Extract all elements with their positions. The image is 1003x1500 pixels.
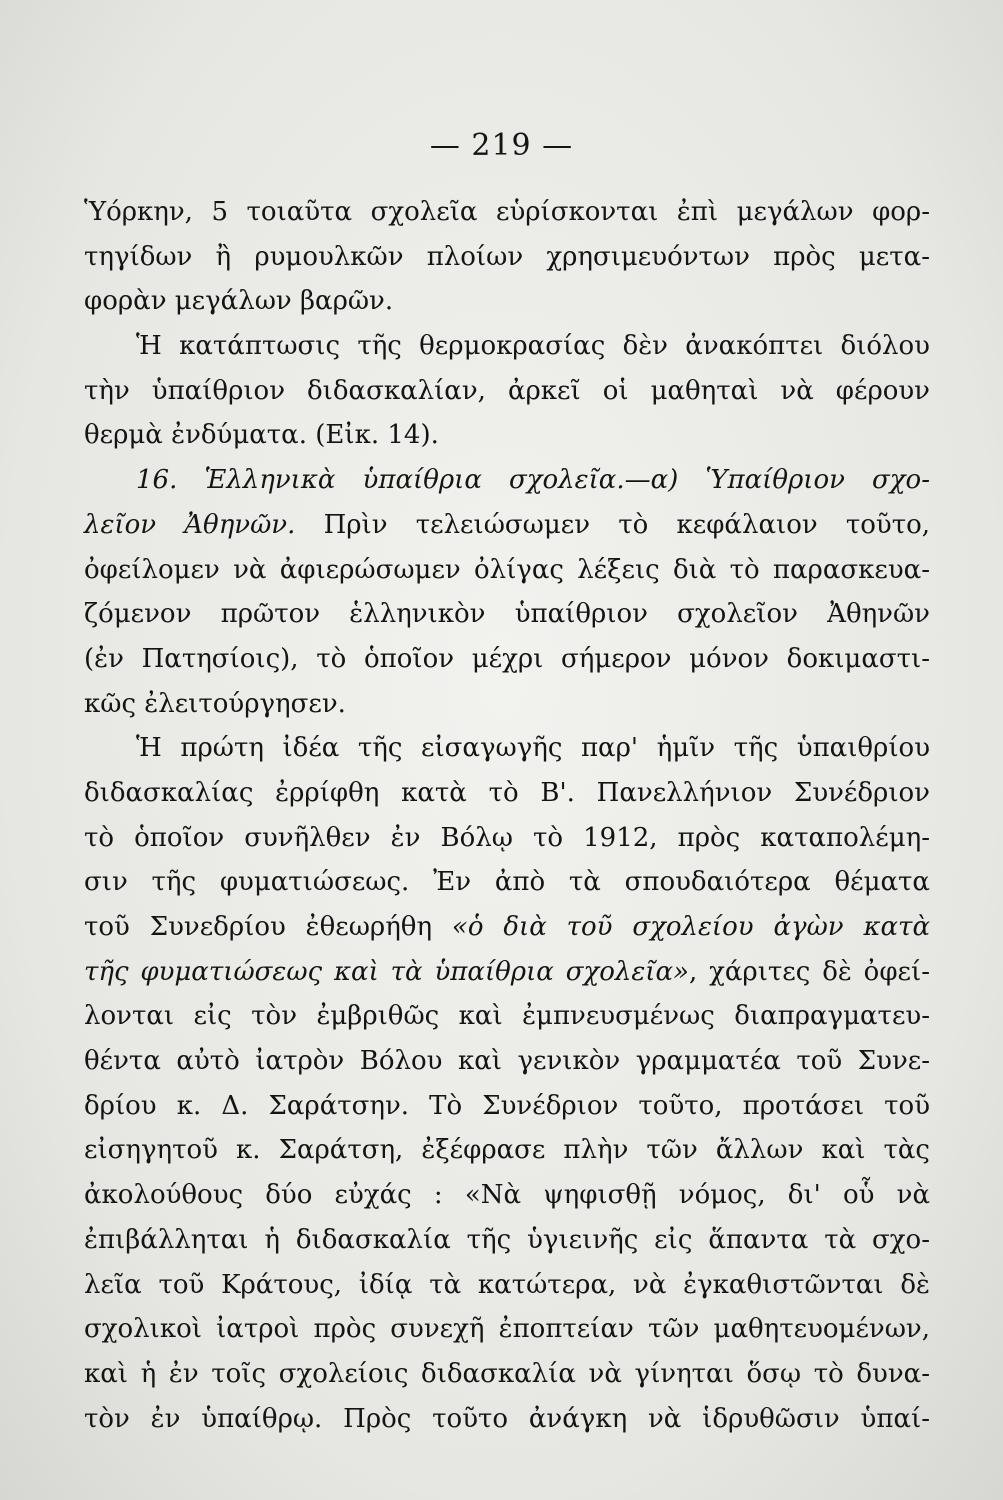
text-line (84, 1397, 930, 1442)
text-line (84, 279, 930, 324)
text-run: τηγίδων ἢ ρυμουλκῶν πλοίων χρησιμευόντων πρὸς μετα- (84, 241, 930, 272)
text-run: ὀφείλομεν νὰ ἀφιερώσωμεν ὀλίγας λέξεις διὰ τὸ παρασκευα- (84, 554, 930, 585)
italic-text: λεῖον Ἀθηνῶν. (84, 509, 296, 540)
text-line (84, 503, 930, 548)
text-line (84, 324, 930, 369)
text-run: τὸ ὁποῖον συνῆλθεν ἐν Βόλῳ τὸ 1912, πρὸς καταπολέμη- (84, 822, 930, 853)
text-line (84, 860, 930, 905)
text-line (84, 592, 930, 637)
text-line (84, 1039, 930, 1084)
text-run: τὸν ἐν ὑπαίθρῳ. Πρὸς τοῦτο ἀνάγκη νὰ ἱδρυθῶσιν ὑπαί- (84, 1403, 930, 1434)
text-run: φορὰν μεγάλων βαρῶν. (84, 286, 394, 317)
text-line (84, 548, 930, 593)
text-line (84, 637, 930, 682)
text-line (84, 950, 930, 995)
text-run: Ὑόρκην, 5 τοιαῦτα σχολεῖα εὑρίσκονται ἐπὶ μεγάλων φορ- (84, 197, 930, 227)
text-run: λεῖα τοῦ Κράτους, ἰδίᾳ τὰ κατώτερα, νὰ ἐγκαθιστῶνται δὲ (84, 1269, 930, 1300)
text-run: δρίου κ. Δ. Σαράτσην. Τὸ Συνέδριον τοῦτο, προτάσει τοῦ (84, 1090, 930, 1121)
text-line (84, 771, 930, 816)
italic-text: τῆς φυματιώσεως καὶ τὰ ὑπαίθρια σχολεῖα» (84, 956, 689, 987)
italic-text: 16. Ἑλληνικὰ ὑπαίθρια σχολεῖα.—α) Ὑπαίθριον σχο- (136, 465, 930, 496)
text-run: σχολικοὶ ἰατροὶ πρὸς συνεχῆ ἐποπτείαν τῶν μαθητευομένων, (84, 1314, 930, 1345)
text-line (84, 1263, 930, 1308)
text-line (84, 1218, 930, 1263)
text-line (84, 413, 930, 458)
text-run: , χάριτες δὲ ὀφεί- (688, 956, 930, 987)
text-line (84, 1173, 930, 1218)
page-number: — 219 — (429, 128, 574, 163)
text-line (84, 726, 930, 771)
text-line (84, 994, 930, 1039)
text-line (84, 190, 930, 235)
text-run: ἐπιβάλληται ἡ διδασκαλία τῆς ὑγιεινῆς εἰς ἅπαντα τὰ σχο- (84, 1224, 930, 1255)
text-run: Ἡ κατάπτωσις τῆς θερμοκρασίας δὲν ἀνακόπτει διόλου (136, 331, 930, 362)
text-line (84, 1307, 930, 1352)
text-run: σιν τῆς φυματιώσεως. Ἐν ἀπὸ τὰ σπουδαιότερα θέματα (84, 867, 930, 898)
text-run: Ἡ πρώτη ἰδέα τῆς εἰσαγωγῆς παρ' ἡμῖν τῆς ὑπαιθρίου (136, 733, 930, 764)
text-line (84, 682, 930, 727)
text-line (84, 1128, 930, 1173)
text-run: διδασκαλίας ἐρρίφθη κατὰ τὸ Β'. Πανελλήνιον Συνέδριον (84, 777, 930, 808)
text-run: Πρὶν τελειώσωμεν τὸ κεφάλαιον τοῦτο, (295, 509, 930, 540)
text-run: εἰσηγητοῦ κ. Σαράτση, ἐξέφρασε πλὴν τῶν ἄλλων καὶ τὰς (84, 1135, 930, 1166)
text-run: θερμὰ ἐνδύματα. (Εἰκ. 14). (84, 420, 439, 451)
text-line (84, 1352, 930, 1397)
text-run: ἀκολούθους δύο εὐχάς : «Νὰ ψηφισθῇ νόμος, δι' οὗ νὰ (84, 1180, 930, 1211)
text-run: τοῦ Συνεδρίου ἐθεωρήθη (84, 912, 452, 942)
text-run: τὴν ὑπαίθριον διδασκαλίαν, ἀρκεῖ οἱ μαθηταὶ νὰ φέρουν (84, 375, 930, 406)
text-line (84, 816, 930, 861)
text-run: θέντα αὐτὸ ἰατρὸν Βόλου καὶ γενικὸν γραμματέα τοῦ Συνε- (84, 1046, 930, 1077)
text-run: ζόμενον πρῶτον ἑλληνικὸν ὑπαίθριον σχολεῖον Ἀθηνῶν (84, 599, 930, 630)
text-line (84, 458, 930, 503)
text-line (84, 1084, 930, 1129)
text-run: κῶς ἐλειτούργησεν. (84, 688, 346, 719)
text-line (84, 905, 930, 950)
text-line (84, 369, 930, 414)
text-run: καὶ ἡ ἐν τοῖς σχολείοις διδασκαλία νὰ γίνηται ὅσῳ τὸ δυνα- (84, 1358, 930, 1389)
italic-text: «ὁ διὰ τοῦ σχολείου ἀγὼν κατὰ (451, 912, 930, 942)
body-text (84, 190, 930, 1441)
text-line (84, 235, 930, 280)
text-run: (ἐν Πατησίοις), τὸ ὁποῖον μέχρι σήμερον μόνον δοκιμαστι- (84, 643, 930, 674)
text-run: λονται εἰς τὸν ἐμβριθῶς καὶ ἐμπνευσμένως διαπραγματευ- (84, 1001, 930, 1032)
